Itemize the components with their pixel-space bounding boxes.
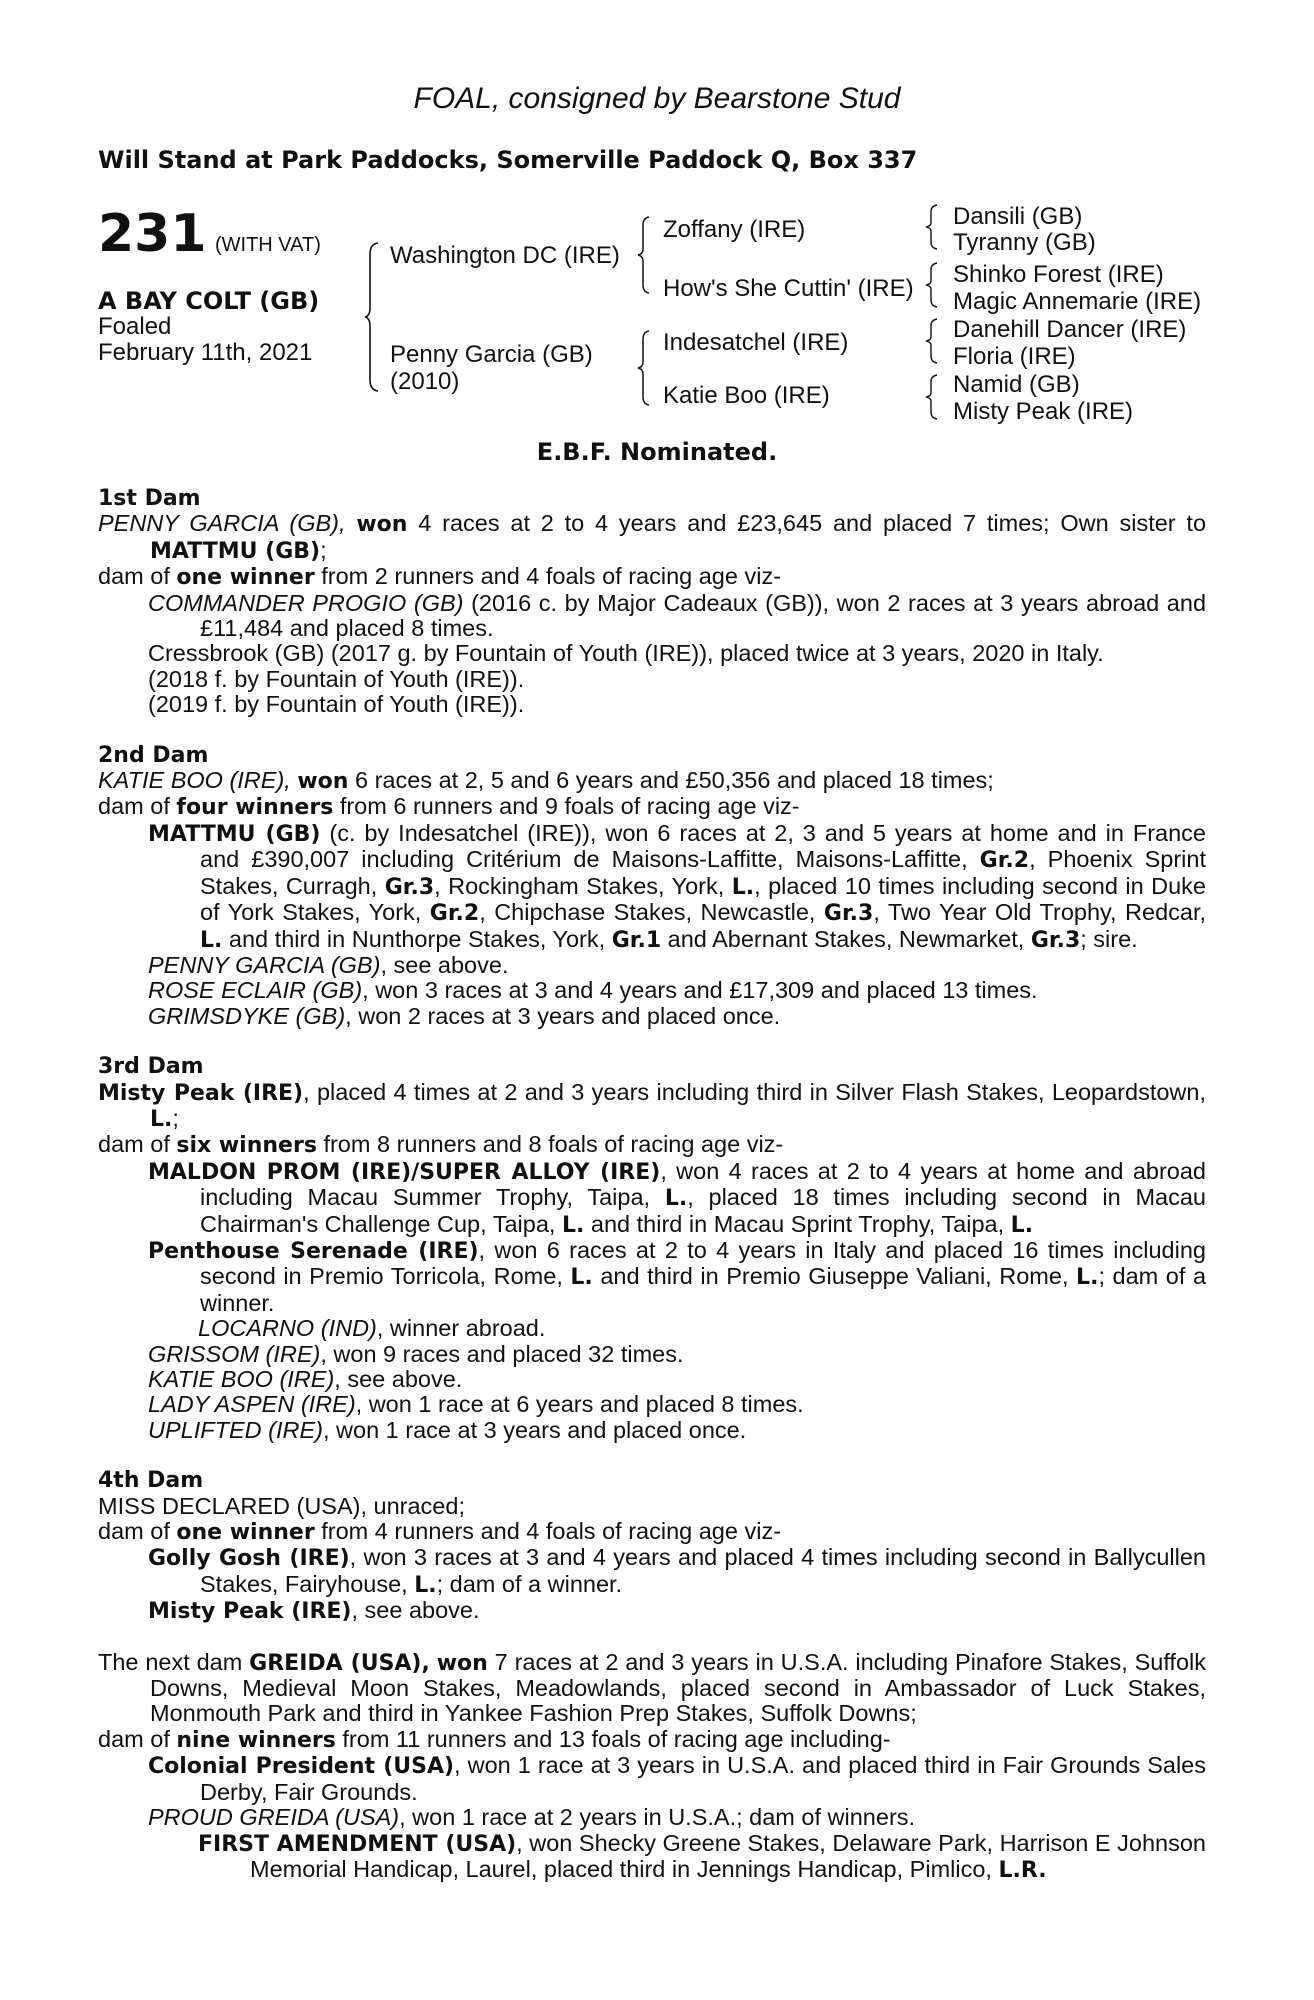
dam-paragraph: PENNY GARCIA (GB), won 4 races at 2 to 4 years and £23,645 and placed 7 times; Own sister to MATTMU (GB); bbox=[98, 510, 1207, 564]
produce-entry: COMMANDER PROGIO (GB) (2016 c. by Major Cadeaux (GB)), won 2 races at 3 years abroad and £11,484 and placed 8 times. bbox=[148, 589, 1207, 642]
pedigree-sire: Washington DC (IRE) bbox=[390, 242, 620, 269]
pedigree-dam-year: (2010) bbox=[390, 368, 460, 395]
produce-entry: (2018 f. by Fountain of Youth (IRE)). bbox=[148, 665, 525, 692]
section-2nd-dam bbox=[98, 743, 1206, 1029]
section-4th-dam bbox=[98, 1468, 1206, 1624]
pedigree-dss: Danehill Dancer (IRE) bbox=[953, 316, 1187, 343]
produce-summary: dam of nine winners from 11 runners and 13 foals of racing age including- bbox=[98, 1725, 891, 1753]
section-title: 4th Dam bbox=[98, 1468, 204, 1494]
pedigree-dam-sire: Indesatchel (IRE) bbox=[663, 329, 849, 356]
produce-entry: ROSE ECLAIR (GB), won 3 races at 3 and 4 years and £17,309 and placed 13 times. bbox=[148, 977, 1038, 1004]
dam-paragraph: KATIE BOO (IRE), won 6 races at 2, 5 and 6 years and £50,356 and placed 18 times; bbox=[98, 767, 994, 795]
section-title: 1st Dam bbox=[98, 486, 201, 511]
stand-location: Will Stand at Park Paddocks, Somerville Paddock Q, Box 337 bbox=[98, 146, 918, 174]
dam-paragraph: MISS DECLARED (USA), unraced; bbox=[98, 1492, 465, 1519]
section-next-dam bbox=[98, 1650, 1206, 1884]
lot-vat: (WITH VAT) bbox=[215, 234, 321, 256]
pedigree-brace-main bbox=[364, 242, 380, 392]
pedigree-dsd: Floria (IRE) bbox=[953, 343, 1076, 370]
produce-summary: dam of one winner from 2 runners and 4 foals of racing age viz- bbox=[98, 563, 782, 591]
pedigree-ssd: Tyranny (GB) bbox=[953, 229, 1096, 256]
produce-summary: dam of one winner from 4 runners and 4 foals of racing age viz- bbox=[98, 1518, 782, 1546]
produce-entry: GRISSOM (IRE), won 9 races and placed 32 times. bbox=[148, 1340, 684, 1367]
pedigree-sire-dam: How's She Cuttin' (IRE) bbox=[663, 275, 914, 302]
pedigree-dam-dam: Katie Boo (IRE) bbox=[663, 382, 830, 409]
pedigree-brace-dd bbox=[925, 374, 939, 420]
produce-entry: Penthouse Serenade (IRE), won 6 races at 2 to 4 years in Italy and placed 16 times including second in Premio Torricola, Rome, L. and third in Premio Giuseppe Valiani, Rome, L.; dam of a winner. bbox=[148, 1236, 1207, 1316]
pedigree-brace-ss bbox=[925, 204, 939, 250]
ebf-nominated: E.B.F. Nominated. bbox=[536, 438, 778, 466]
pedigree-sire-sire: Zoffany (IRE) bbox=[663, 216, 806, 243]
produce-entry: GRIMSDYKE (GB), won 2 races at 3 years and placed once. bbox=[148, 1002, 781, 1029]
horse-name: A BAY COLT (GB) bbox=[98, 287, 320, 315]
section-title: 2nd Dam bbox=[98, 742, 209, 768]
pedigree-dds: Namid (GB) bbox=[953, 371, 1080, 398]
lot-heading bbox=[98, 204, 321, 264]
catalogue-body bbox=[98, 486, 1206, 1908]
section-1st-dam bbox=[98, 486, 1206, 718]
pedigree-brace-dam bbox=[637, 330, 651, 406]
pedigree-sdd: Magic Annemarie (IRE) bbox=[953, 288, 1202, 315]
produce-entry: Cressbrook (GB) (2017 g. by Fountain of Youth (IRE)), placed twice at 3 years, 2020 in Italy. bbox=[148, 640, 1104, 667]
pedigree-dam: Penny Garcia (GB) bbox=[390, 341, 593, 368]
produce-summary: dam of four winners from 6 runners and 9 foals of racing age viz- bbox=[98, 793, 800, 821]
pedigree-sss: Dansili (GB) bbox=[953, 203, 1083, 230]
produce-entry: PENNY GARCIA (GB), see above. bbox=[148, 951, 509, 978]
produce-entry: UPLIFTED (IRE), won 1 race at 3 years and placed once. bbox=[148, 1416, 747, 1443]
section-title: 3rd Dam bbox=[98, 1054, 204, 1080]
produce-entry: Colonial President (USA), won 1 race at 3 years in U.S.A. and placed third in Fair Grounds Sales Derby, Fair Grounds. bbox=[148, 1752, 1207, 1805]
dam-paragraph: The next dam GREIDA (USA), won 7 races at 2 and 3 years in U.S.A. including Pinafore Stakes, Suffolk Downs, Medieval Moon Stakes, Meadowlands, placed second in Ambassador of Luck Stakes, Monmouth Park and third in Yankee Fashion Prep Stakes, Suffolk Downs; bbox=[98, 1648, 1206, 1727]
section-3rd-dam bbox=[98, 1054, 1206, 1443]
produce-entry: Misty Peak (IRE), see above. bbox=[148, 1597, 480, 1625]
produce-entry: Golly Gosh (IRE), won 3 races at 3 and 4 years and placed 4 times including second in Ballycullen Stakes, Fairyhouse, L.; dam of a winner. bbox=[148, 1544, 1207, 1598]
pedigree-brace-ds bbox=[925, 318, 939, 364]
produce-summary: dam of six winners from 8 runners and 8 foals of racing age viz- bbox=[98, 1131, 784, 1159]
produce-entry: PROUD GREIDA (USA), won 1 race at 2 years in U.S.A.; dam of winners. bbox=[148, 1804, 916, 1831]
produce-entry: KATIE BOO (IRE), see above. bbox=[148, 1366, 463, 1392]
produce-entry: (2019 f. by Fountain of Youth (IRE)). bbox=[148, 691, 525, 718]
produce-entry: LOCARNO (IND), winner abroad. bbox=[198, 1315, 546, 1342]
pedigree-brace-sd bbox=[925, 262, 939, 308]
foaled-date: February 11th, 2021 bbox=[98, 339, 313, 366]
pedigree-sds: Shinko Forest (IRE) bbox=[953, 261, 1164, 288]
pedigree-brace-sire bbox=[637, 216, 651, 294]
produce-entry: MALDON PROM (IRE)/SUPER ALLOY (IRE), won 4 races at 2 to 4 years at home and abroad including Macau Summer Trophy, Taipa, L., placed 18 times including second in Macau Chairman's Challenge Cup, Taipa, L. and third in Macau Sprint Trophy, Taipa, L. bbox=[148, 1157, 1206, 1238]
produce-entry: LADY ASPEN (IRE), won 1 race at 6 years and placed 8 times. bbox=[148, 1391, 804, 1418]
lot-number: 231 bbox=[98, 204, 207, 264]
produce-entry: MATTMU (GB) (c. by Indesatchel (IRE)), won 6 races at 2, 3 and 5 years at home and in France and £390,007 including Critérium de Maisons-Laffitte, Maisons-Laffitte, Gr.2, Phoenix Sprint Stakes, Curragh, Gr.3, Rockingham Stakes, York, L., placed 10 times including second in Duke of York Stakes, York, Gr.2, Chipchase Stakes, Newcastle, Gr.3, Two Year Old Trophy, Redcar, L. and third in Nunthorpe Stakes, York, Gr.1 and Abernant Stakes, Newmarket, Gr.3; sire. bbox=[148, 819, 1207, 953]
produce-entry: FIRST AMENDMENT (USA), won Shecky Greene Stakes, Delaware Park, Harrison E Johnson Memorial Handicap, Laurel, placed third in Jennings Handicap, Pimlico, L.R. bbox=[198, 1829, 1206, 1883]
foaled-label: Foaled bbox=[98, 313, 172, 340]
horse-info bbox=[98, 288, 319, 366]
pedigree-ddd: Misty Peak (IRE) bbox=[953, 398, 1134, 425]
dam-paragraph: Misty Peak (IRE), placed 4 times at 2 and 3 years including third in Silver Flash Stakes, Leopardstown, L.; bbox=[98, 1078, 1206, 1132]
page-title: FOAL, consigned by Bearstone Stud bbox=[413, 82, 901, 115]
